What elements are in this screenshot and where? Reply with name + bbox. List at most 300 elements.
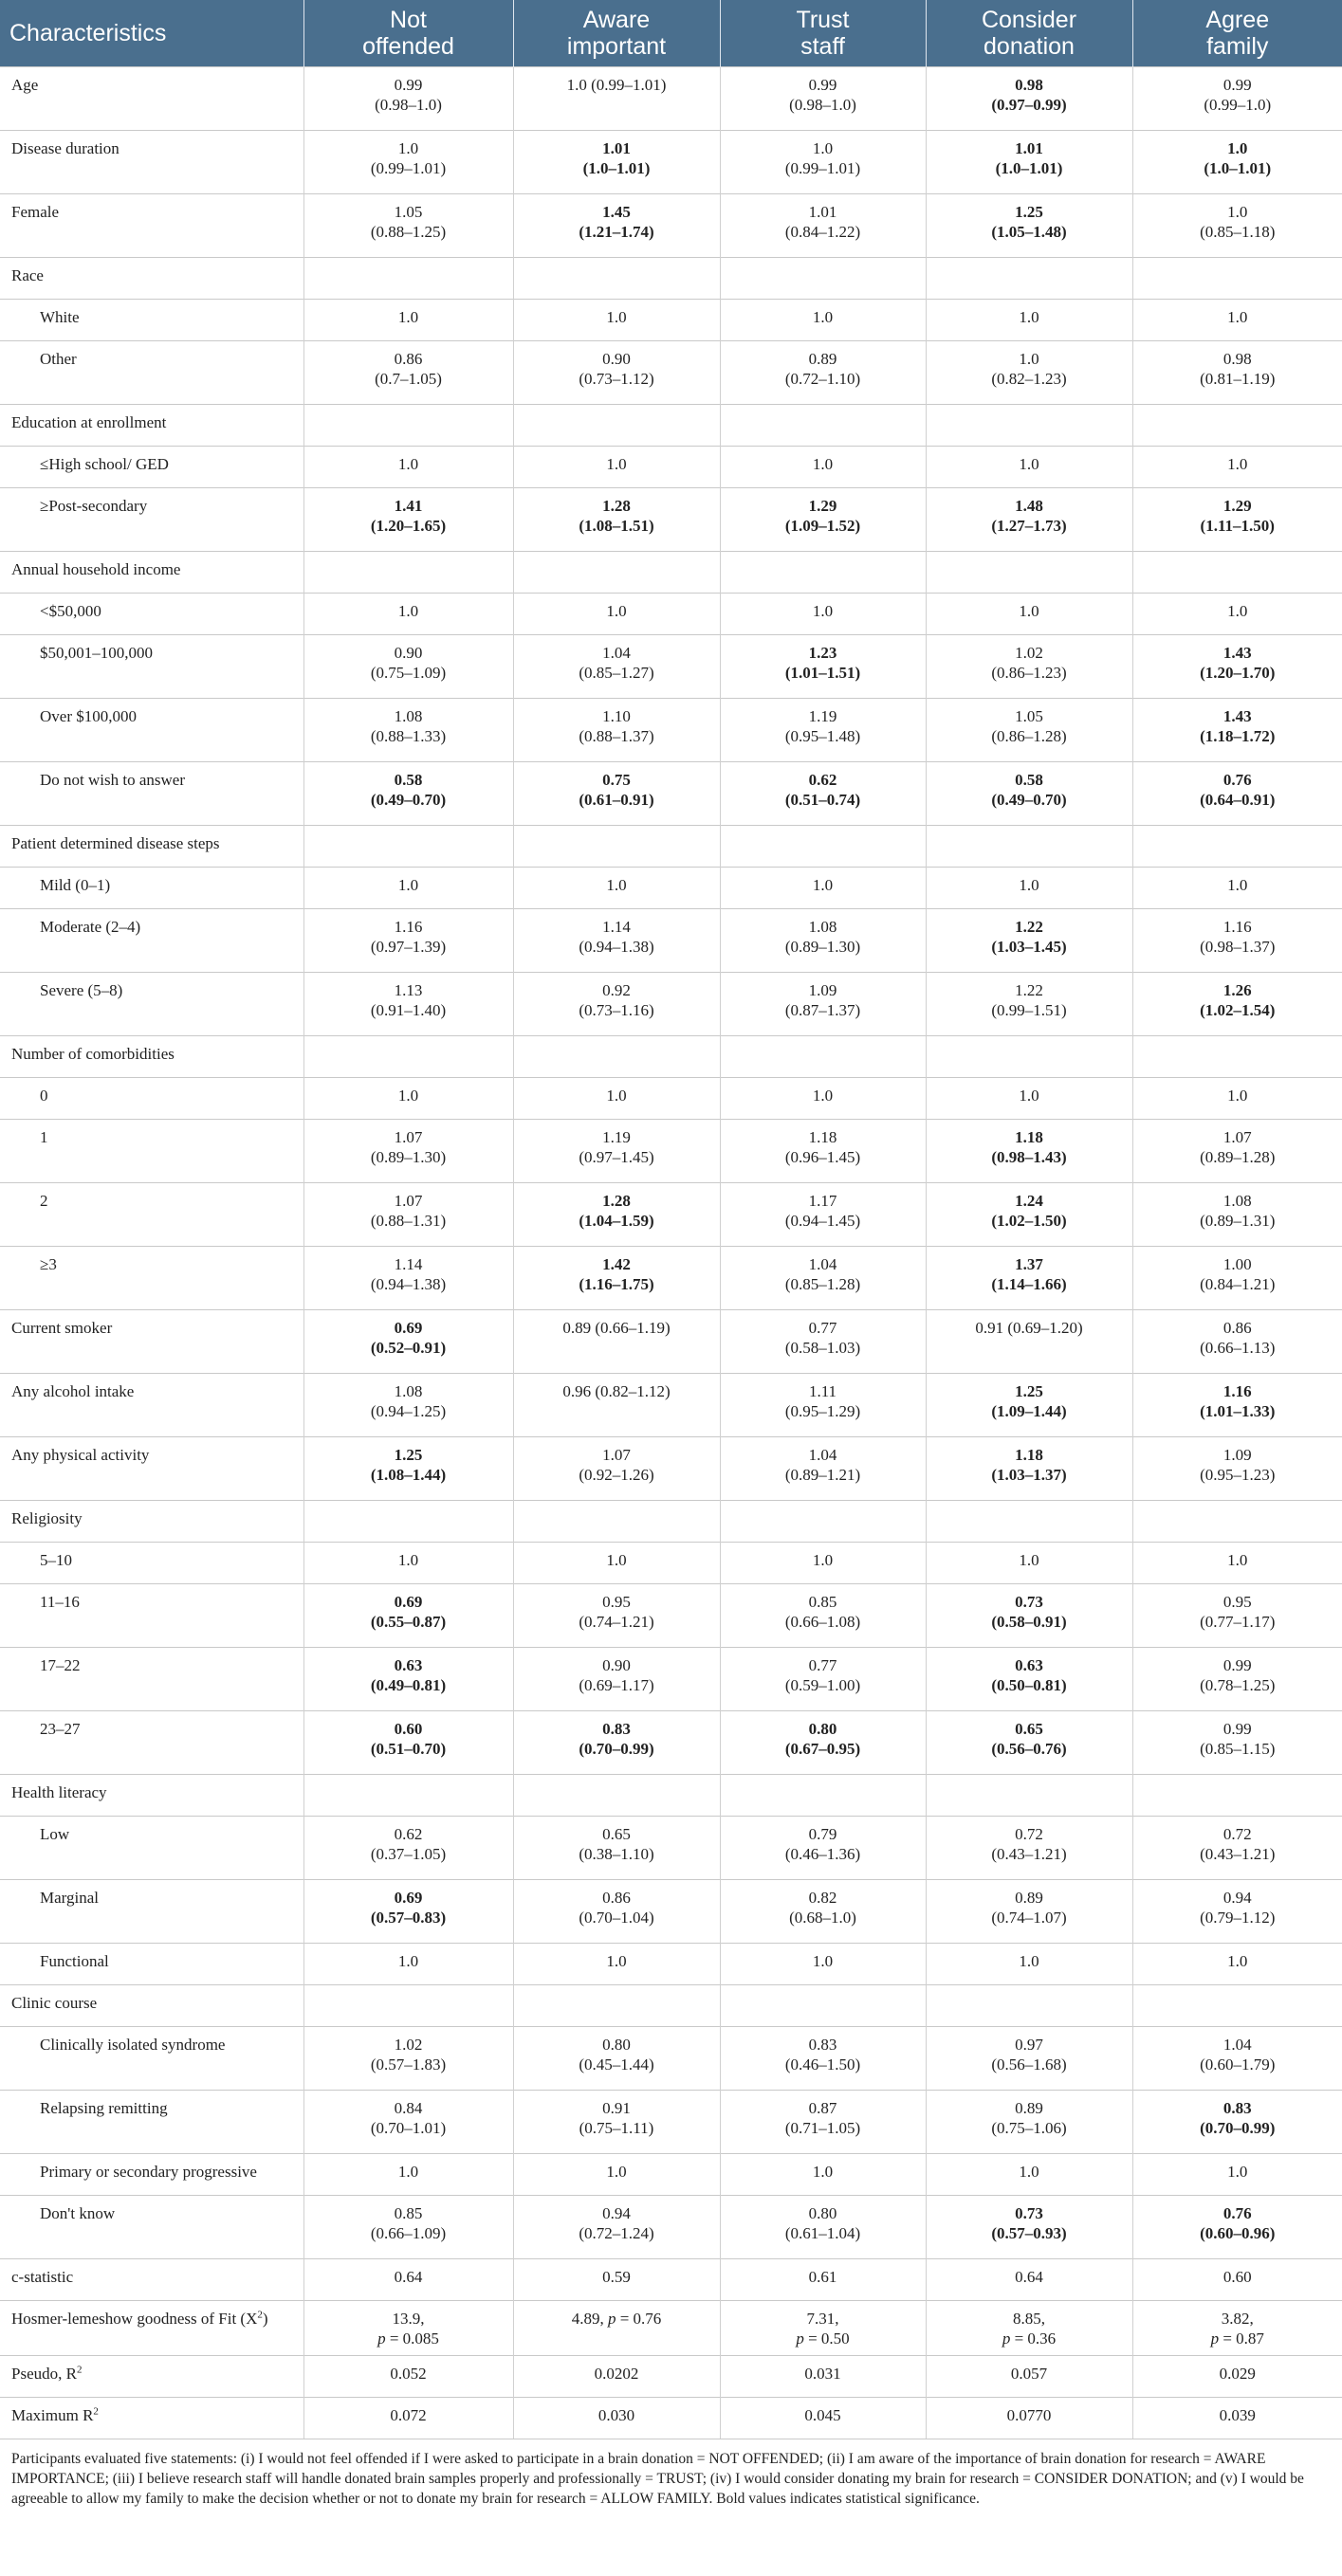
table-cell: 1.14 (0.94–1.38) [303,1247,513,1310]
table-cell: 0.83 (0.46–1.50) [720,2027,926,2091]
table-cell: 0.99 (0.78–1.25) [1132,1648,1342,1711]
table-cell: 0.63 (0.50–0.81) [926,1648,1132,1711]
table-cell [303,552,513,594]
stat-cell: 13.9, p = 0.085 [303,2301,513,2356]
row-label: Health literacy [0,1775,303,1817]
table-cell [926,552,1132,594]
table-cell: 1.45 (1.21–1.74) [513,194,720,258]
row-label: $50,001–100,000 [0,635,303,699]
table-cell: 1.0 [303,2154,513,2196]
row-label: Disease duration [0,131,303,194]
table-cell: 1.41 (1.20–1.65) [303,488,513,552]
stat-cell: 0.030 [513,2398,720,2439]
row-label: ≥3 [0,1247,303,1310]
table-cell [926,1036,1132,1078]
table-cell: 0.90 (0.73–1.12) [513,341,720,405]
table-cell: 1.0 [926,2154,1132,2196]
table-row [0,194,1342,258]
table-row [0,909,1342,973]
table-header [0,0,1342,67]
table-cell: 1.0 (0.99–1.01) [303,131,513,194]
table-cell [513,826,720,868]
table-cell [1132,1775,1342,1817]
table-cell: 1.16 (1.01–1.33) [1132,1374,1342,1437]
table-cell: 0.79 (0.46–1.36) [720,1817,926,1880]
table-cell: 1.07 (0.89–1.30) [303,1120,513,1183]
stat-cell: 3.82, p = 0.87 [1132,2301,1342,2356]
row-label: Annual household income [0,552,303,594]
table-cell: 0.89 (0.66–1.19) [513,1310,720,1374]
table-row [0,1944,1342,1985]
table-cell: 0.91 (0.75–1.11) [513,2091,720,2154]
table-row [0,1120,1342,1183]
table-cell [720,405,926,447]
table-row [0,2091,1342,2154]
row-label: Mild (0–1) [0,868,303,909]
row-label: Marginal [0,1880,303,1944]
table-row [0,973,1342,1036]
table-cell: 1.0 [1132,1078,1342,1120]
table-cell: 0.94 (0.72–1.24) [513,2196,720,2259]
table-cell: 0.72 (0.43–1.21) [1132,1817,1342,1880]
table-cell: 1.0 [513,300,720,341]
table-cell [720,552,926,594]
table-cell: 0.98 (0.97–0.99) [926,67,1132,131]
table-cell: 1.08 (0.89–1.31) [1132,1183,1342,1247]
table-cell: 1.0 [513,1543,720,1584]
stat-label: Maximum $R^2$ [0,2398,303,2439]
table-cell [720,1501,926,1543]
table-cell [303,826,513,868]
table-cell: 1.16 (0.97–1.39) [303,909,513,973]
table-row [0,341,1342,405]
stat-cell: 8.85, p = 0.36 [926,2301,1132,2356]
table-cell: 1.01 (1.0–1.01) [926,131,1132,194]
table-cell [926,1985,1132,2027]
group-header-row [0,552,1342,594]
row-label: Other [0,341,303,405]
column-header-2: Aware important [513,0,720,67]
table-cell: 0.94 (0.79–1.12) [1132,1880,1342,1944]
table-cell [303,1985,513,2027]
table-cell: 0.73 (0.58–0.91) [926,1584,1132,1648]
table-cell [926,826,1132,868]
table-cell: 1.0 [720,594,926,635]
table-cell [926,405,1132,447]
table-cell: 0.90 (0.75–1.09) [303,635,513,699]
table-cell: 0.80 (0.45–1.44) [513,2027,720,2091]
table-cell: 1.05 (0.88–1.25) [303,194,513,258]
row-label: 5–10 [0,1543,303,1584]
row-label: ≤High school/ GED [0,447,303,488]
table-cell: 1.43 (1.20–1.70) [1132,635,1342,699]
table-cell: 1.19 (0.97–1.45) [513,1120,720,1183]
table-cell: 1.07 (0.89–1.28) [1132,1120,1342,1183]
row-label: Relapsing remitting [0,2091,303,2154]
table-cell: 1.0 [513,594,720,635]
table-cell: 1.0 [1132,1543,1342,1584]
table-cell [1132,1501,1342,1543]
row-label: Primary or secondary progressive [0,2154,303,2196]
table-cell: 1.0 (0.99–1.01) [513,67,720,131]
table-cell: 0.77 (0.58–1.03) [720,1310,926,1374]
table-cell: 1.07 (0.92–1.26) [513,1437,720,1501]
table-cell: 0.91 (0.69–1.20) [926,1310,1132,1374]
table-cell: 1.0 [926,1078,1132,1120]
column-header-characteristics: Characteristics [0,0,303,67]
row-label: Number of comorbidities [0,1036,303,1078]
table-cell: 1.01 (0.84–1.22) [720,194,926,258]
row-label: Severe (5–8) [0,973,303,1036]
table-cell: 1.0 [513,1944,720,1985]
table-cell: 1.25 (1.09–1.44) [926,1374,1132,1437]
table-cell: 0.84 (0.70–1.01) [303,2091,513,2154]
row-label: Female [0,194,303,258]
stats-row [0,2259,1342,2301]
row-label: Current smoker [0,1310,303,1374]
column-header-4: Consider donation [926,0,1132,67]
table-row [0,300,1342,341]
row-label: Functional [0,1944,303,1985]
stats-row [0,2398,1342,2439]
table-cell: 1.0 [1132,1944,1342,1985]
stat-cell: 0.072 [303,2398,513,2439]
table-cell: 0.99 (0.85–1.15) [1132,1711,1342,1775]
table-cell: 1.18 (0.98–1.43) [926,1120,1132,1183]
table-cell: 0.80 (0.61–1.04) [720,2196,926,2259]
table-cell: 1.0 [303,447,513,488]
column-header-5: Agree family [1132,0,1342,67]
table-footnote: Participants evaluated five statements: (i) I would not feel offended if I were asked to participate in a brain donation = NOT OFFENDED; (ii) I am aware of the importance of brain donation for research = AWARE IMPORTANCE; (iii) I believe research staff will handle donated brain samples properly and professionally = TRUST; (iv) I would consider donating my brain for research = CONSIDER DONATION; and (v) I would be agreeable to allow my family to make the decision whether or not to donate my brain for research = ALLOW FAMILY. Bold values indicates statistical significance. [11,2451,1304,2507]
table-cell: 0.85 (0.66–1.09) [303,2196,513,2259]
table-cell: 1.0 (0.82–1.23) [926,341,1132,405]
table-cell: 1.25 (1.08–1.44) [303,1437,513,1501]
table-cell: 0.65 (0.56–0.76) [926,1711,1132,1775]
table-row [0,1310,1342,1374]
table-cell: 1.18 (1.03–1.37) [926,1437,1132,1501]
table-cell: 1.0 (1.0–1.01) [1132,131,1342,194]
row-label: Moderate (2–4) [0,909,303,973]
table-cell [1132,1985,1342,2027]
table-cell [926,1775,1132,1817]
table-row [0,1078,1342,1120]
table-cell: 1.0 [720,2154,926,2196]
table-cell: 0.90 (0.69–1.17) [513,1648,720,1711]
table-cell: 1.14 (0.94–1.38) [513,909,720,973]
table-cell: 1.0 [303,1944,513,1985]
table-cell [303,1775,513,1817]
table-cell: 0.77 (0.59–1.00) [720,1648,926,1711]
table-row [0,1584,1342,1648]
table-cell: 1.04 (0.89–1.21) [720,1437,926,1501]
stat-cell: 0.64 [303,2259,513,2301]
table-row [0,594,1342,635]
group-header-row [0,1985,1342,2027]
table-cell: 1.0 [303,300,513,341]
table-cell: 0.73 (0.57–0.93) [926,2196,1132,2259]
row-label: Education at enrollment [0,405,303,447]
table-row [0,1183,1342,1247]
table-row [0,1247,1342,1310]
table-cell: 1.17 (0.94–1.45) [720,1183,926,1247]
stats-row [0,2356,1342,2398]
stat-label: c-statistic [0,2259,303,2301]
table-cell: 1.25 (1.05–1.48) [926,194,1132,258]
table-cell: 1.37 (1.14–1.66) [926,1247,1132,1310]
group-header-row [0,405,1342,447]
table-cell: 1.01 (1.0–1.01) [513,131,720,194]
row-label: <$50,000 [0,594,303,635]
stat-cell: 0.0202 [513,2356,720,2398]
stat-cell: 0.057 [926,2356,1132,2398]
table-row [0,447,1342,488]
table-cell: 0.89 (0.75–1.06) [926,2091,1132,2154]
table-row [0,1374,1342,1437]
table-cell: 0.69 (0.52–0.91) [303,1310,513,1374]
stat-label: Pseudo, $R^2$ [0,2356,303,2398]
row-label: 11–16 [0,1584,303,1648]
table-cell: 1.0 [303,1543,513,1584]
table-cell: 1.0 [926,594,1132,635]
table-cell: 1.0 [926,1543,1132,1584]
table-cell: 1.28 (1.08–1.51) [513,488,720,552]
stat-cell: 0.031 [720,2356,926,2398]
table-cell: 0.96 (0.82–1.12) [513,1374,720,1437]
table-cell: 1.28 (1.04–1.59) [513,1183,720,1247]
group-header-row [0,258,1342,300]
table-cell: 1.18 (0.96–1.45) [720,1120,926,1183]
table-cell [303,405,513,447]
row-label: 2 [0,1183,303,1247]
table-row [0,1711,1342,1775]
table-cell: 0.97 (0.56–1.68) [926,2027,1132,2091]
table-cell: 1.0 [513,1078,720,1120]
table-cell: 1.02 (0.86–1.23) [926,635,1132,699]
table-cell: 1.04 (0.85–1.28) [720,1247,926,1310]
table-cell: 1.16 (0.98–1.37) [1132,909,1342,973]
row-label: Any physical activity [0,1437,303,1501]
table-cell [513,405,720,447]
table-cell [303,1501,513,1543]
table-cell: 1.24 (1.02–1.50) [926,1183,1132,1247]
table-cell: 0.83 (0.70–0.99) [1132,2091,1342,2154]
table-cell: 1.08 (0.94–1.25) [303,1374,513,1437]
table-row [0,1817,1342,1880]
table-cell: 0.99 (0.99–1.0) [1132,67,1342,131]
table-cell: 1.0 (0.85–1.18) [1132,194,1342,258]
table-cell: 1.0 [720,447,926,488]
column-header-3: Trust staff [720,0,926,67]
table-cell: 0.89 (0.72–1.10) [720,341,926,405]
table-cell [926,258,1132,300]
table-cell: 1.09 (0.87–1.37) [720,973,926,1036]
table-cell: 1.0 [926,300,1132,341]
table-cell: 1.19 (0.95–1.48) [720,699,926,762]
table-row [0,131,1342,194]
table-cell: 1.0 [1132,868,1342,909]
row-label: Do not wish to answer [0,762,303,826]
table-cell: 0.58 (0.49–0.70) [926,762,1132,826]
table-cell [513,1985,720,2027]
table-cell: 0.86 (0.7–1.05) [303,341,513,405]
table-cell [720,826,926,868]
table-cell: 0.60 (0.51–0.70) [303,1711,513,1775]
table-cell: 1.0 (0.99–1.01) [720,131,926,194]
table-row [0,762,1342,826]
row-label: Over $100,000 [0,699,303,762]
row-label: 23–27 [0,1711,303,1775]
table-cell: 1.08 (0.88–1.33) [303,699,513,762]
table-cell: 0.76 (0.64–0.91) [1132,762,1342,826]
stat-cell: 0.60 [1132,2259,1342,2301]
table-row [0,67,1342,131]
row-label: White [0,300,303,341]
row-label: Religiosity [0,1501,303,1543]
table-cell: 0.63 (0.49–0.81) [303,1648,513,1711]
table-cell: 1.29 (1.09–1.52) [720,488,926,552]
table-cell: 1.0 [303,868,513,909]
table-row [0,488,1342,552]
table-cell: 1.0 [303,1078,513,1120]
row-label: Don't know [0,2196,303,2259]
table-cell: 1.0 [1132,2154,1342,2196]
table-cell: 1.48 (1.27–1.73) [926,488,1132,552]
table-cell: 0.89 (0.74–1.07) [926,1880,1132,1944]
stat-cell: 0.64 [926,2259,1132,2301]
header-row [0,0,1342,67]
table-cell: 1.0 [1132,300,1342,341]
table-row [0,1648,1342,1711]
table-cell [1132,258,1342,300]
table-cell [720,1985,926,2027]
table-row [0,635,1342,699]
table-cell: 1.29 (1.11–1.50) [1132,488,1342,552]
table-cell: 1.05 (0.86–1.28) [926,699,1132,762]
table-cell [1132,826,1342,868]
table-body [0,67,1342,2439]
table-cell: 1.0 [1132,594,1342,635]
table-cell: 1.0 [720,868,926,909]
column-header-1: Not offended [303,0,513,67]
stat-cell: 0.029 [1132,2356,1342,2398]
stat-cell: 0.039 [1132,2398,1342,2439]
group-header-row [0,1036,1342,1078]
table-cell: 0.85 (0.66–1.08) [720,1584,926,1648]
table-cell [720,1036,926,1078]
table-cell: 1.0 [513,447,720,488]
table-cell: 0.75 (0.61–0.91) [513,762,720,826]
table-cell [926,1501,1132,1543]
table-cell: 1.0 [1132,447,1342,488]
table-cell [1132,1036,1342,1078]
row-label: Clinically isolated syndrome [0,2027,303,2091]
table-cell: 1.04 (0.60–1.79) [1132,2027,1342,2091]
table-cell: 1.02 (0.57–1.83) [303,2027,513,2091]
table-row [0,868,1342,909]
stat-label: Hosmer-lemeshow goodness of Fit $(X^2)$ [0,2301,303,2356]
table-cell: 1.0 [926,1944,1132,1985]
table-cell: 0.86 (0.66–1.13) [1132,1310,1342,1374]
table-cell: 1.43 (1.18–1.72) [1132,699,1342,762]
table-cell: 0.82 (0.68–1.0) [720,1880,926,1944]
row-label: Clinic course [0,1985,303,2027]
table-cell [513,1036,720,1078]
table-cell [1132,405,1342,447]
row-label: Age [0,67,303,131]
table-cell [303,258,513,300]
group-header-row [0,1775,1342,1817]
table-cell: 1.0 [513,868,720,909]
table-cell: 0.92 (0.73–1.16) [513,973,720,1036]
table-cell: 0.62 (0.37–1.05) [303,1817,513,1880]
table-cell [720,1775,926,1817]
row-label: Race [0,258,303,300]
table-cell: 1.0 [720,300,926,341]
group-header-row [0,826,1342,868]
table-cell: 1.0 [720,1944,926,1985]
table-cell: 0.62 (0.51–0.74) [720,762,926,826]
stat-cell: 7.31, p = 0.50 [720,2301,926,2356]
row-label: Low [0,1817,303,1880]
table-cell: 0.72 (0.43–1.21) [926,1817,1132,1880]
table-cell [513,1501,720,1543]
table-cell [513,1775,720,1817]
table-cell [720,258,926,300]
table-cell: 1.07 (0.88–1.31) [303,1183,513,1247]
table-cell: 1.0 [720,1078,926,1120]
table-row [0,2027,1342,2091]
table-cell: 1.13 (0.91–1.40) [303,973,513,1036]
table-cell: 1.09 (0.95–1.23) [1132,1437,1342,1501]
table-cell: 0.83 (0.70–0.99) [513,1711,720,1775]
table-cell: 1.42 (1.16–1.75) [513,1247,720,1310]
stat-cell: 0.0770 [926,2398,1132,2439]
table-cell: 1.22 (1.03–1.45) [926,909,1132,973]
table-cell: 1.0 [720,1543,926,1584]
table-row [0,1880,1342,1944]
stat-cell: 0.59 [513,2259,720,2301]
table-row [0,699,1342,762]
table-cell: 0.65 (0.38–1.10) [513,1817,720,1880]
table-cell [513,552,720,594]
stat-cell: 0.61 [720,2259,926,2301]
row-label: 17–22 [0,1648,303,1711]
table-cell: 0.95 (0.77–1.17) [1132,1584,1342,1648]
table-cell: 1.0 [303,594,513,635]
group-header-row [0,1501,1342,1543]
table-cell: 0.80 (0.67–0.95) [720,1711,926,1775]
table-cell: 1.0 [926,447,1132,488]
row-label: Patient determined disease steps [0,826,303,868]
table-cell [303,1036,513,1078]
row-label: ≥Post-secondary [0,488,303,552]
table-row [0,2196,1342,2259]
row-label: 1 [0,1120,303,1183]
table-row [0,2154,1342,2196]
table-cell: 1.22 (0.99–1.51) [926,973,1132,1036]
table-cell: 0.69 (0.55–0.87) [303,1584,513,1648]
table-cell: 0.95 (0.74–1.21) [513,1584,720,1648]
table-cell: 1.26 (1.02–1.54) [1132,973,1342,1036]
table-cell: 0.99 (0.98–1.0) [720,67,926,131]
row-label: Any alcohol intake [0,1374,303,1437]
table-cell: 0.99 (0.98–1.0) [303,67,513,131]
table-row [0,1543,1342,1584]
table-cell: 0.69 (0.57–0.83) [303,1880,513,1944]
table-cell: 1.0 [926,868,1132,909]
table-cell: 0.86 (0.70–1.04) [513,1880,720,1944]
table-cell: 0.58 (0.49–0.70) [303,762,513,826]
